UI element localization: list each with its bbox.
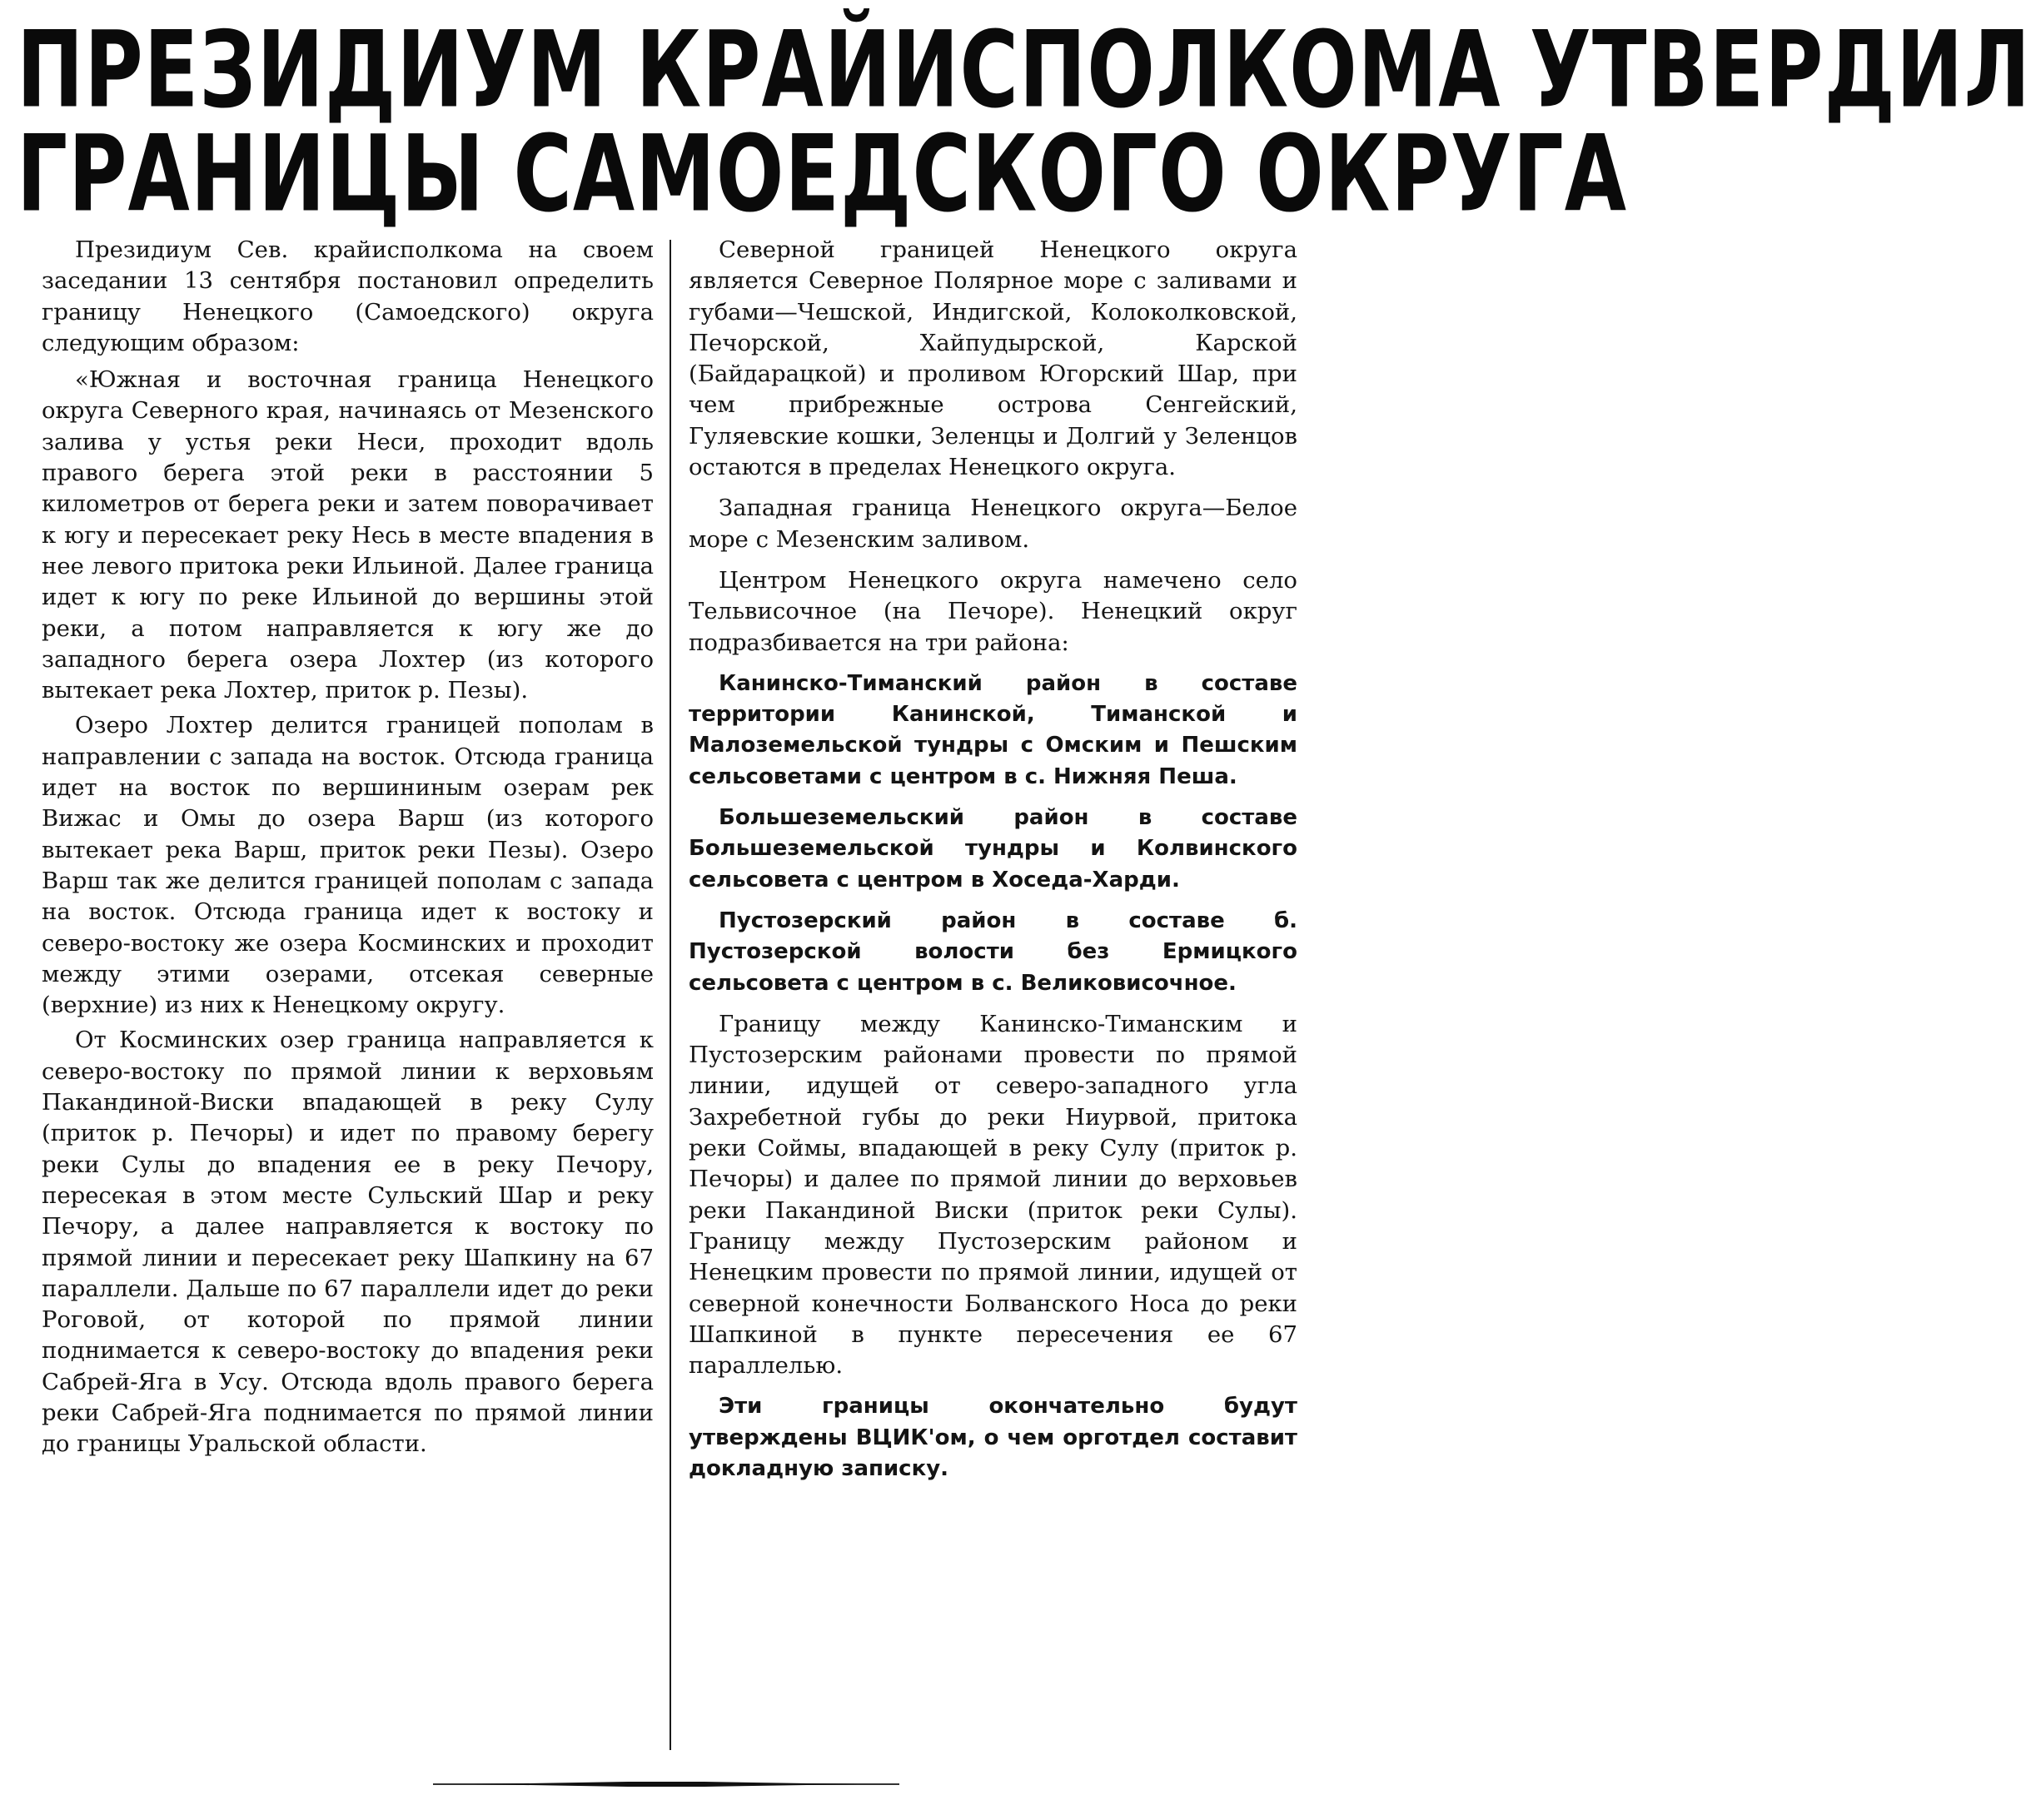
paragraph-district: Большеземельский район в составе Большеземельской тундры и Колвинского сельсовета с центром в Хоседа-Харди. bbox=[689, 805, 1297, 893]
headline bbox=[17, 7, 2031, 236]
paragraph-district: Пустозерский район в составе б. Пустозерской волости без Ермицкого сельсовета с центром в с. Великовисочное. bbox=[689, 908, 1297, 996]
headline-line-1: ПРЕЗИДИУМ КРАЙИСПОЛКОМА УТВЕРДИЛ bbox=[17, 7, 2031, 132]
paragraph: Президиум Сев. крайисполкома на своем заседании 13 сентября постановил определить границу Ненецкого (Самоедского) округа следующим образом: bbox=[42, 236, 654, 356]
paragraph: Северной границей Ненецкого округа является Северное Полярное море с заливами и губами—Чешской, Индигской, Колоколковской, Печорской, Хайпудырской, Карской (Байдарацкой) и проливом Югорский Шар, при чем прибрежные острова Сенгейский, Гуляевские кошки, Зеленцы и Долгий у Зеленцов остаются в пределах Ненецкого округа. bbox=[689, 236, 1297, 481]
paragraph: «Южная и восточная граница Ненецкого округа Северного края, начинаясь от Мезенского залива у устья реки Неси, проходит вдоль правого берега этой реки в расстоянии 5 километров от берега реки и затем поворачивает к югу и пересекает реку Несь в месте впадения в нее левого притока реки Ильиной. Далее граница идет к югу по реке Ильиной до вершины этой реки, а потом направляется к югу же до западного берега озера Лохтер (из которого вытекает река Лохтер, приток р. Пезы). bbox=[42, 366, 654, 704]
paragraph: От Косминских озер граница направляется к северо-востоку по прямой линии к верховьям Пакандиной-Виски впадающей в реку Сулу (приток р. Печоры) и идет по правому берегу реки Сулы до впадения ее в реку Печору, пересекая в этом месте Сульский Шар и реку Печору, а далее направляется к востоку по прямой линии и пересекает реку Шапкину на 67 параллели. Дальше по 67 параллели идет до реки Роговой, от которой по прямой линии поднимается к северо-востоку до впадения реки Сабрей-Яга в Усу. Отсюда вдоль правого берега реки Сабрей-Яга поднимается по прямой линии до границы Уральской области. bbox=[42, 1027, 654, 1458]
column-divider bbox=[670, 240, 671, 1750]
end-divider-ornament bbox=[475, 1782, 858, 1787]
paragraph: Центром Ненецкого округа намечено село Тельвисочное (на Печоре). Ненецкий округ подразбивается на три района: bbox=[689, 566, 1297, 656]
paragraph: Границу между Канинско-Тиманским и Пустозерским районами провести по прямой линии, идущей от северо-западного угла Захребетной губы до реки Ниурвой, притока реки Соймы, впадающей в реку Сулу (приток р. Печоры) и далее по прямой линии до верховьев реки Пакандиной Виски (приток реки Сулы). Границу между Пустозерским районом и Ненецким провести по прямой линии, идущей от северной конечности Болванского Носа до реки Шапкиной в пункте пересечения ее 67 параллелью. bbox=[689, 1010, 1297, 1380]
paragraph: Западная граница Ненецкого округа—Белое море с Мезенским заливом. bbox=[689, 495, 1297, 553]
paragraph: Озеро Лохтер делится границей пополам в направлении с запада на восток. Отсюда граница идет на восток по вершининым озерам рек Вижас и Омы до озера Варш (из которого вытекает река Варш, приток реки Пезы). Озеро Варш так же делится границей пополам с запада на восток. Отсюда граница идет к востоку и северо-востоку же озера Косминских и проходит между этими озерами, отсекая северные (верхние) из них к Ненецкому округу. bbox=[42, 712, 654, 1019]
headline-line-2: ГРАНИЦЫ САМОЕДСКОГО ОКРУГА bbox=[17, 112, 1628, 236]
paragraph-closing: Эти границы окончательно будут утверждены ВЦИК'ом, о чем орготдел составит докладную записку. bbox=[689, 1394, 1297, 1481]
left-column bbox=[42, 235, 654, 1758]
right-column bbox=[689, 235, 1297, 1758]
paragraph-district: Канинско-Тиманский район в составе территории Канинской, Тиманской и Малоземельской тундры с Омским и Пешским сельсоветами с центром в с. Нижняя Пеша. bbox=[689, 670, 1297, 789]
article-body bbox=[42, 235, 1297, 1758]
